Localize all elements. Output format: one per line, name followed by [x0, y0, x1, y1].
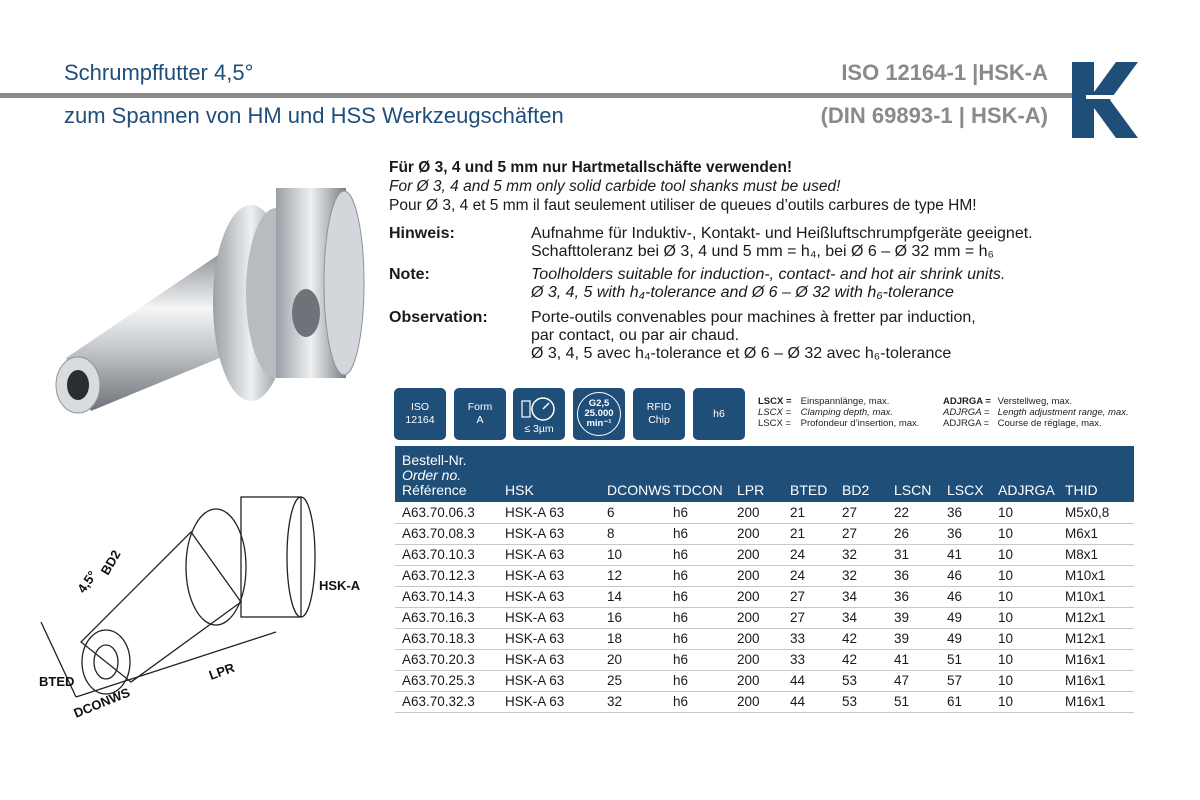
table-cell: 33: [790, 628, 842, 649]
table-cell: 200: [737, 586, 790, 607]
table-cell: 200: [737, 628, 790, 649]
note-line: Toolholders suitable for induction-, contact- and hot air shrink units.: [531, 266, 1006, 283]
icon-text: Form: [467, 401, 493, 413]
table-cell: A63.70.10.3: [395, 544, 505, 565]
table-cell: 49: [947, 628, 998, 649]
table-cell: 27: [790, 586, 842, 607]
table-cell: 42: [842, 649, 894, 670]
table-row: [395, 670, 1134, 691]
table-cell: A63.70.12.3: [395, 565, 505, 586]
table-cell: 10: [998, 670, 1065, 691]
table-cell: A63.70.32.3: [395, 691, 505, 712]
table-cell: A63.70.14.3: [395, 586, 505, 607]
table-cell: 8: [607, 523, 673, 544]
legend-key: LSCX =: [758, 396, 792, 407]
table-cell: h6: [673, 649, 737, 670]
header-cell: LPR: [737, 446, 790, 502]
legend-text: Profondeur d’insertion, max.: [800, 418, 920, 429]
warning-fr: Pour Ø 3, 4 et 5 mm il faut seulement utiliser de queues d’outils carbures de type HM!: [389, 197, 977, 214]
table-cell: HSK-A 63: [505, 649, 607, 670]
table-cell: 27: [842, 502, 894, 523]
table-cell: 10: [998, 628, 1065, 649]
standard-label: ISO 12164-1 |HSK-A: [841, 60, 1048, 85]
table-cell: 39: [894, 628, 947, 649]
table-row: [395, 628, 1134, 649]
table-cell: 12: [607, 565, 673, 586]
table-cell: 200: [737, 607, 790, 628]
table-cell: 34: [842, 607, 894, 628]
legend-key: LSCX =: [758, 418, 792, 429]
table-cell: 14: [607, 586, 673, 607]
legend-key: ADJRGA =: [943, 418, 990, 429]
note-line: Ø 3, 4, 5 avec h₄-tolerance et Ø 6 – Ø 32 avec h₆-tolerance: [531, 345, 952, 362]
note-label: Note:: [389, 266, 430, 283]
header-cell: TDCON: [673, 446, 737, 502]
table-cell: 10: [998, 691, 1065, 712]
table-cell: 10: [998, 565, 1065, 586]
table-cell: HSK-A 63: [505, 502, 607, 523]
table-body: [395, 502, 1134, 712]
balance-ring: [577, 392, 621, 436]
icon-text: h6: [713, 407, 725, 420]
angle-label: 4,5°: [74, 568, 100, 596]
header-cell: LSCN: [894, 446, 947, 502]
table-cell: h6: [673, 565, 737, 586]
table-cell: 49: [947, 607, 998, 628]
table-cell: M12x1: [1065, 628, 1134, 649]
header-cell: ADJRGA: [998, 446, 1065, 502]
table-row: [395, 691, 1134, 712]
table-header-row: [395, 446, 1134, 502]
legend-text: Clamping depth, max.: [800, 407, 894, 418]
table-cell: 44: [790, 691, 842, 712]
warning-en: For Ø 3, 4 and 5 mm only solid carbide tool shanks must be used!: [389, 178, 841, 195]
legend-text: Course de réglage, max.: [997, 418, 1102, 429]
table-cell: 22: [894, 502, 947, 523]
table-cell: 44: [790, 670, 842, 691]
legend-adjrga: [943, 396, 1129, 429]
table-row: [395, 544, 1134, 565]
header-divider: [0, 93, 1098, 98]
note-line: Ø 3, 4, 5 with h₄-tolerance and Ø 6 – Ø 32 with h₆-tolerance: [531, 284, 954, 301]
brand-logo: [1072, 62, 1138, 138]
note-label: Hinweis:: [389, 225, 455, 242]
header-cell: THID: [1065, 446, 1134, 502]
table-cell: 10: [998, 502, 1065, 523]
table-cell: 10: [998, 544, 1065, 565]
icon-text: min⁻¹: [586, 418, 612, 429]
table-cell: HSK-A 63: [505, 691, 607, 712]
table-cell: h6: [673, 691, 737, 712]
table-cell: M12x1: [1065, 607, 1134, 628]
h6-icon: [693, 388, 745, 440]
table-cell: M10x1: [1065, 586, 1134, 607]
icon-text: ≤ 3µm: [524, 423, 554, 435]
table-cell: M16x1: [1065, 691, 1134, 712]
table-cell: M5x0,8: [1065, 502, 1134, 523]
table-cell: 10: [998, 649, 1065, 670]
icon-text: ISO: [410, 401, 430, 413]
table-cell: 53: [842, 670, 894, 691]
legend-key: ADJRGA =: [943, 407, 990, 418]
table-cell: HSK-A 63: [505, 628, 607, 649]
table-cell: 18: [607, 628, 673, 649]
table-cell: 34: [842, 586, 894, 607]
icon-text: A: [476, 414, 484, 426]
table-cell: 27: [790, 607, 842, 628]
table-cell: HSK-A 63: [505, 586, 607, 607]
header-text: Bestell-Nr.: [402, 452, 467, 468]
bd2-label: BD2: [97, 547, 124, 578]
standard-din-label: (DIN 69893-1 | HSK-A): [820, 103, 1048, 128]
table-cell: 27: [842, 523, 894, 544]
table-cell: h6: [673, 586, 737, 607]
table-cell: 36: [947, 502, 998, 523]
lpr-label: LPR: [206, 659, 237, 683]
header-text: Référence: [402, 482, 467, 498]
table-cell: HSK-A 63: [505, 670, 607, 691]
note-line: par contact, ou par air chaud.: [531, 327, 740, 344]
table-cell: 47: [894, 670, 947, 691]
table-cell: 61: [947, 691, 998, 712]
table-cell: 200: [737, 544, 790, 565]
form-icon: [454, 388, 506, 440]
runout-gauge-icon: [513, 388, 565, 440]
icon-text: G2,5: [588, 398, 610, 409]
header-cell: BD2: [842, 446, 894, 502]
table-cell: 32: [842, 565, 894, 586]
table-cell: 200: [737, 670, 790, 691]
table-cell: M16x1: [1065, 670, 1134, 691]
table-cell: M16x1: [1065, 649, 1134, 670]
table-cell: 46: [947, 586, 998, 607]
technical-drawing: [36, 492, 376, 732]
table-cell: h6: [673, 628, 737, 649]
table-cell: M8x1: [1065, 544, 1134, 565]
legend-text: Verstellweg, max.: [997, 396, 1073, 407]
table-row: [395, 565, 1134, 586]
legend-key: ADJRGA =: [943, 396, 991, 407]
rfid-icon: [633, 388, 685, 440]
header-cell: BTED: [790, 446, 842, 502]
note-label: Observation:: [389, 309, 488, 326]
table-row: [395, 502, 1134, 523]
product-table: [395, 446, 1134, 713]
warning-de: Für Ø 3, 4 und 5 mm nur Hartmetallschäfte verwenden!: [389, 159, 793, 176]
table-cell: M10x1: [1065, 565, 1134, 586]
table-row: [395, 586, 1134, 607]
table-cell: A63.70.20.3: [395, 649, 505, 670]
table-cell: 26: [894, 523, 947, 544]
table-cell: 25: [607, 670, 673, 691]
table-cell: 32: [842, 544, 894, 565]
note-line: Porte-outils convenables pour machines à fretter par induction,: [531, 309, 976, 326]
header-cell: DCONWS: [607, 446, 673, 502]
table-cell: 200: [737, 523, 790, 544]
legend-lscx: [758, 396, 919, 429]
header-order-no: [395, 446, 505, 502]
note-line: Schafttoleranz bei Ø 3, 4 und 5 mm = h₄, bei Ø 6 – Ø 32 mm = h₆: [531, 243, 994, 260]
table-cell: 53: [842, 691, 894, 712]
table-cell: 6: [607, 502, 673, 523]
table-cell: 41: [894, 649, 947, 670]
table-cell: A63.70.08.3: [395, 523, 505, 544]
page-subtitle: zum Spannen von HM und HSS Werkzeugschäften: [64, 103, 564, 128]
table-cell: h6: [673, 670, 737, 691]
header-cell: HSK: [505, 446, 607, 502]
table-cell: 21: [790, 502, 842, 523]
table-cell: 21: [790, 523, 842, 544]
table-cell: A63.70.18.3: [395, 628, 505, 649]
table-cell: 24: [790, 565, 842, 586]
header-text: Order no.: [402, 467, 462, 483]
table-cell: 31: [894, 544, 947, 565]
table-cell: 42: [842, 628, 894, 649]
table-cell: A63.70.06.3: [395, 502, 505, 523]
table-cell: 36: [894, 586, 947, 607]
table-cell: 36: [894, 565, 947, 586]
iso-icon: [394, 388, 446, 440]
legend-text: Length adjustment range, max.: [997, 407, 1129, 418]
icon-text: Chip: [648, 414, 670, 426]
dconws-label: DCONWS: [71, 684, 133, 721]
table-cell: h6: [673, 607, 737, 628]
table-cell: 32: [607, 691, 673, 712]
table-row: [395, 523, 1134, 544]
legend-text: Einspannlänge, max.: [800, 396, 890, 407]
table-cell: 51: [947, 649, 998, 670]
table-cell: 200: [737, 649, 790, 670]
table-cell: 200: [737, 691, 790, 712]
table-cell: HSK-A 63: [505, 565, 607, 586]
note-line: Aufnahme für Induktiv-, Kontakt- und Heißluftschrumpfgeräte geeignet.: [531, 225, 1033, 242]
table-cell: 39: [894, 607, 947, 628]
balance-icon: [573, 388, 625, 440]
icon-text: RFID: [646, 401, 672, 413]
warning-block: [389, 158, 977, 215]
table-cell: A63.70.25.3: [395, 670, 505, 691]
product-photo: [36, 183, 376, 433]
icon-text: 12164: [405, 414, 435, 426]
table-cell: 200: [737, 502, 790, 523]
table-cell: 46: [947, 565, 998, 586]
table-cell: 16: [607, 607, 673, 628]
header-cell: LSCX: [947, 446, 998, 502]
table-row: [395, 607, 1134, 628]
page-title: Schrumpffutter 4,5°: [64, 60, 254, 85]
table-cell: 10: [607, 544, 673, 565]
table-cell: HSK-A 63: [505, 544, 607, 565]
table-cell: M6x1: [1065, 523, 1134, 544]
table-cell: 10: [998, 607, 1065, 628]
table-cell: 200: [737, 565, 790, 586]
gauge-icon: [519, 395, 559, 423]
table-cell: 57: [947, 670, 998, 691]
bted-label: BTED: [39, 674, 75, 689]
table-cell: A63.70.16.3: [395, 607, 505, 628]
table-cell: 10: [998, 586, 1065, 607]
table-cell: 33: [790, 649, 842, 670]
table-cell: 24: [790, 544, 842, 565]
table-cell: 10: [998, 523, 1065, 544]
table-cell: 51: [894, 691, 947, 712]
table-row: [395, 649, 1134, 670]
table-cell: 36: [947, 523, 998, 544]
table-cell: HSK-A 63: [505, 607, 607, 628]
table-cell: h6: [673, 544, 737, 565]
legend-key: LSCX =: [758, 407, 792, 418]
table-cell: h6: [673, 523, 737, 544]
table-cell: h6: [673, 502, 737, 523]
icon-text: 25.000: [584, 408, 614, 419]
hsk-label: HSK-A: [319, 578, 361, 593]
table-cell: 41: [947, 544, 998, 565]
table-cell: 20: [607, 649, 673, 670]
table-cell: HSK-A 63: [505, 523, 607, 544]
